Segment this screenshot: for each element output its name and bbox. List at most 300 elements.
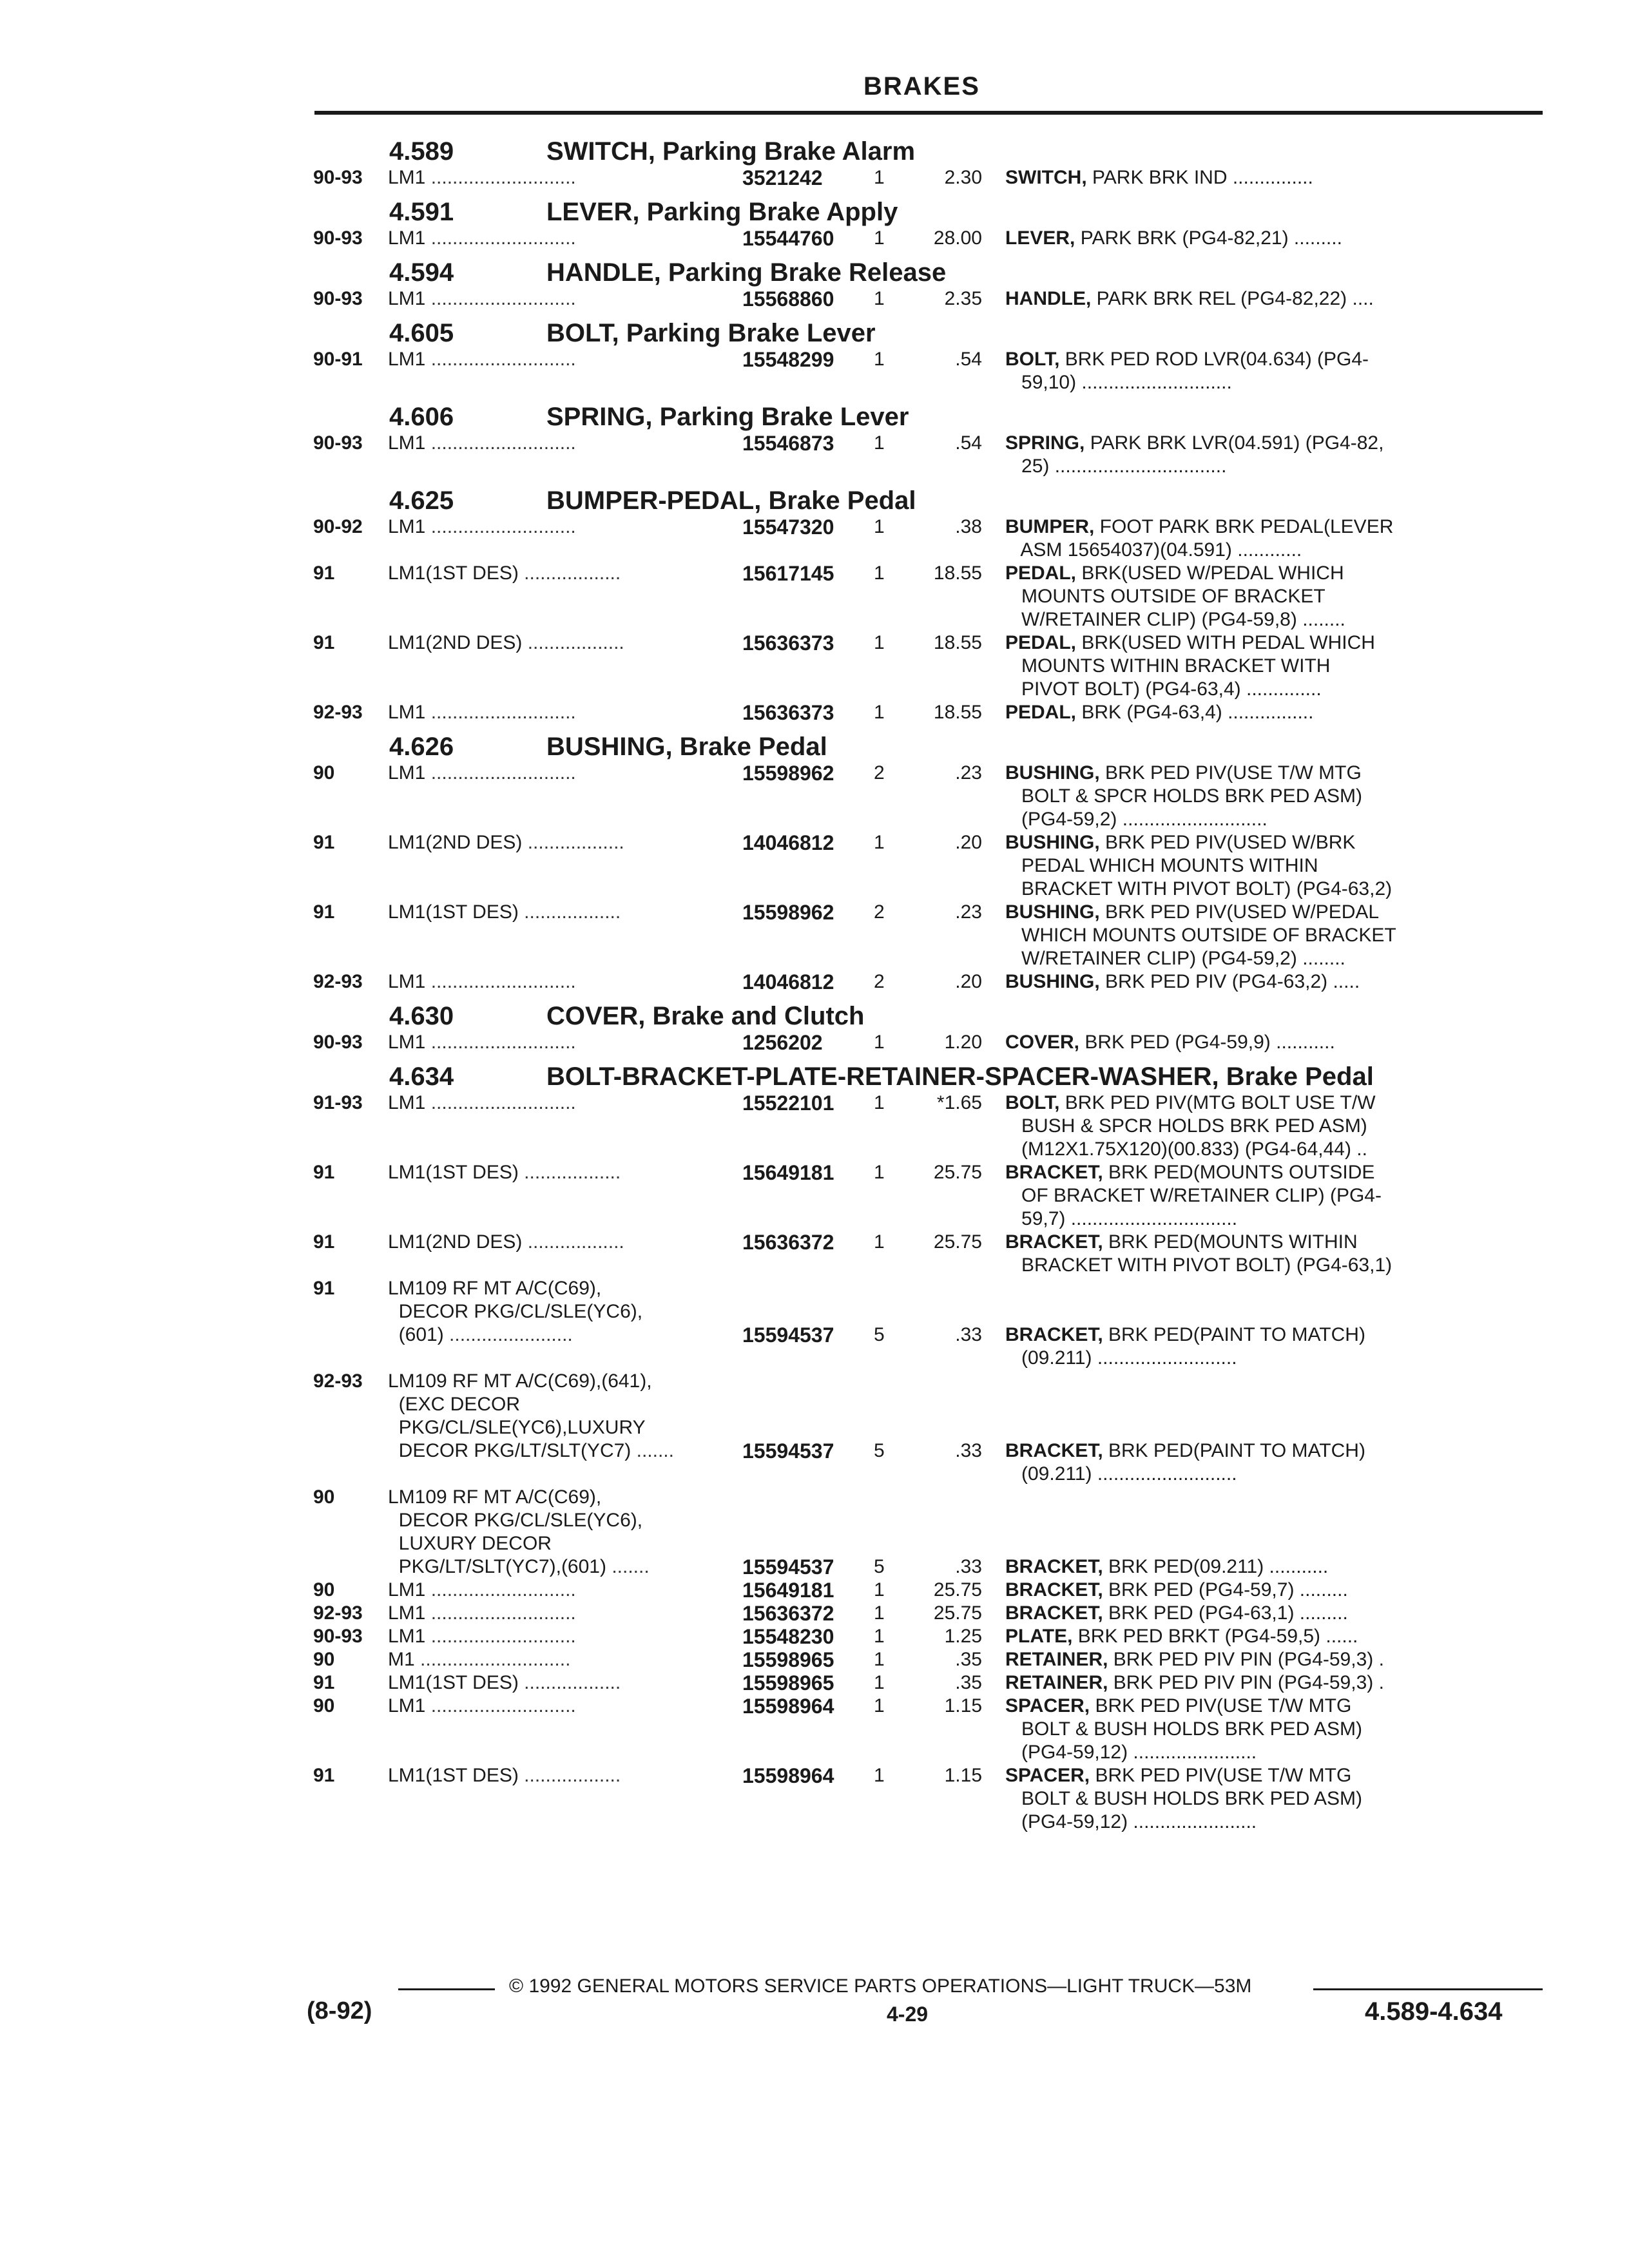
description-line: PARK BRK REL (PG4-82,22) .... [1091, 288, 1374, 309]
section-heading [0, 397, 1629, 432]
part-name: SPACER, [1005, 1765, 1090, 1786]
part-number: 15547320 [742, 515, 834, 539]
part-description [1005, 1031, 1469, 1054]
model-code [388, 166, 742, 189]
part-row [0, 1764, 1629, 1834]
leader-dots: ........................... [425, 432, 576, 454]
part-name: RETAINER, [1005, 1672, 1108, 1693]
part-description [1005, 1439, 1469, 1486]
part-description [1005, 1323, 1469, 1370]
part-number: 15594537 [742, 1555, 834, 1579]
model-years: 90-93 [313, 227, 363, 249]
part-number: 3521242 [742, 166, 823, 189]
part-name: SPACER, [1005, 1695, 1090, 1716]
section-title: SPRING, Parking Brake Lever [546, 403, 909, 431]
model-years: 90 [313, 762, 335, 783]
part-row [0, 762, 1629, 831]
model-years: 91 [313, 1672, 335, 1693]
part-description [1005, 1671, 1469, 1695]
part-description [1005, 1161, 1469, 1231]
part-description [1005, 1695, 1469, 1764]
leader-dots: ........................... [425, 227, 576, 249]
model-line: LM1 [388, 432, 426, 454]
leader-dots: ............................ [414, 1649, 571, 1670]
quantity: 1 [874, 516, 885, 537]
price: 25.75 [933, 1579, 982, 1600]
model-line: LM1 [388, 516, 426, 537]
leader-dots: .................. [522, 832, 624, 853]
description-line: FOOT PARK BRK PEDAL(LEVER [1094, 516, 1394, 537]
model-line: DECOR PKG/CL/SLE(YC6), [388, 1510, 643, 1531]
parts-list [0, 129, 1629, 1834]
part-name: BOLT, [1005, 1092, 1060, 1113]
part-number: 15598962 [742, 762, 834, 785]
part-row [0, 1579, 1629, 1602]
model-code [388, 348, 742, 371]
leader-dots: ........................... [425, 1032, 576, 1053]
part-name: COVER, [1005, 1032, 1080, 1053]
header-divider [314, 111, 1543, 115]
part-description [1005, 166, 1469, 189]
part-number: 15546873 [742, 432, 834, 455]
leader-dots: ........................... [425, 1579, 576, 1600]
part-row [0, 631, 1629, 701]
model-code [388, 1764, 742, 1787]
price: 18.55 [933, 702, 982, 723]
model-years: 92-93 [313, 1602, 363, 1624]
quantity: 1 [874, 167, 885, 188]
section-heading [0, 313, 1629, 348]
model-years: 91 [313, 1162, 335, 1183]
description-line: BRK(USED WITH PEDAL WHICH [1076, 632, 1375, 653]
description-line: 25) ................................ [1005, 456, 1227, 477]
price: *1.65 [936, 1092, 982, 1113]
model-code [388, 1671, 742, 1695]
quantity: 2 [874, 971, 885, 992]
part-number: 15649181 [742, 1161, 834, 1184]
quantity: 1 [874, 1231, 885, 1253]
part-name: BRACKET, [1005, 1579, 1103, 1600]
part-row [0, 1031, 1629, 1054]
leader-dots: ........................... [425, 1602, 576, 1624]
page-number: 4-29 [887, 2003, 929, 2026]
model-line: LM1 [388, 167, 426, 188]
leader-dots: .................. [518, 1162, 621, 1183]
description-line: BRK PED (PG4-59,7) ......... [1103, 1579, 1348, 1600]
price: .20 [955, 832, 982, 853]
model-years: 91 [313, 632, 335, 653]
leader-dots: ........................... [425, 1695, 576, 1716]
model-line: LM1(1ST DES) [388, 901, 519, 923]
quantity: 1 [874, 632, 885, 653]
part-description [1005, 701, 1469, 724]
description-line: MOUNTS OUTSIDE OF BRACKET [1005, 586, 1325, 607]
part-description [1005, 562, 1469, 631]
section-title: HANDLE, Parking Brake Release [546, 258, 947, 287]
leader-dots: ........................... [425, 702, 576, 723]
model-line: LM1(2ND DES) [388, 632, 523, 653]
price: .33 [955, 1440, 982, 1461]
section-number: 4.589 [389, 137, 454, 166]
quantity: 1 [874, 702, 885, 723]
part-number: 15598962 [742, 901, 834, 924]
model-line: LM1 [388, 971, 426, 992]
model-code [388, 287, 742, 311]
model-code [388, 1031, 742, 1054]
part-row [0, 348, 1629, 394]
part-name: PLATE, [1005, 1626, 1073, 1647]
model-code [388, 762, 742, 785]
model-years: 91 [313, 1278, 335, 1299]
model-line: M1 [388, 1649, 415, 1670]
description-line: PARK BRK IND ............... [1086, 167, 1313, 188]
leader-dots: .................. [522, 1231, 624, 1253]
description-line: BRK PED(09.211) ........... [1103, 1556, 1329, 1577]
description-line: BRK PED(MOUNTS WITHIN [1103, 1231, 1358, 1253]
section-number: 4.634 [389, 1062, 454, 1091]
model-years: 91 [313, 901, 335, 923]
section-heading [0, 1057, 1629, 1091]
part-row [0, 1231, 1629, 1277]
leader-dots: ....... [631, 1440, 674, 1461]
description-line: 59,7) ............................... [1005, 1208, 1238, 1229]
footer-divider-left [398, 1988, 495, 1990]
section-number: 4.591 [389, 198, 454, 226]
part-row [0, 1091, 1629, 1161]
model-line: PKG/LT/SLT(YC7),(601) [388, 1556, 606, 1577]
part-name: BOLT, [1005, 349, 1060, 370]
description-line: (09.211) .......................... [1005, 1463, 1237, 1485]
part-row [0, 1277, 1629, 1370]
description-line: PEDAL WHICH MOUNTS WITHIN [1005, 855, 1318, 876]
part-row [0, 831, 1629, 901]
model-years: 90-93 [313, 288, 363, 309]
part-row [0, 1625, 1629, 1648]
description-line: BRK PED PIV (PG4-63,2) ..... [1099, 971, 1360, 992]
part-description [1005, 1231, 1469, 1277]
part-description [1005, 1602, 1469, 1625]
leader-dots: ........................... [425, 349, 576, 370]
price: .54 [955, 432, 982, 454]
model-line: LM1(1ST DES) [388, 1765, 519, 1786]
model-years: 90-93 [313, 432, 363, 454]
section-number: 4.606 [389, 403, 454, 431]
part-description [1005, 1764, 1469, 1834]
description-line: BRK PED(PAINT TO MATCH) [1103, 1324, 1365, 1345]
part-name: BRACKET, [1005, 1231, 1103, 1253]
price: 25.75 [933, 1231, 982, 1253]
model-code [388, 831, 742, 854]
quantity: 1 [874, 1602, 885, 1624]
leader-dots: .................. [518, 562, 621, 584]
part-number: 15636373 [742, 701, 834, 724]
model-years: 92-93 [313, 702, 363, 723]
model-code [388, 562, 742, 585]
description-line: BOLT & BUSH HOLDS BRK PED ASM) [1005, 1718, 1363, 1740]
price: .33 [955, 1324, 982, 1345]
model-line: (EXC DECOR [388, 1394, 521, 1415]
part-name: LEVER, [1005, 227, 1075, 249]
part-number: 15594537 [742, 1439, 834, 1463]
part-row [0, 166, 1629, 189]
part-name: BRACKET, [1005, 1440, 1103, 1461]
model-years: 90 [313, 1695, 335, 1716]
quantity: 2 [874, 762, 885, 783]
price: .33 [955, 1556, 982, 1577]
part-row [0, 432, 1629, 478]
part-name: SPRING, [1005, 432, 1085, 454]
model-line: LM109 RF MT A/C(C69), [388, 1278, 602, 1299]
model-line: LM109 RF MT A/C(C69), [388, 1486, 602, 1508]
description-line: BRK PED PIV(MTG BOLT USE T/W [1059, 1092, 1376, 1113]
part-number: 14046812 [742, 831, 834, 854]
quantity: 2 [874, 901, 885, 923]
model-line: LM1 [388, 1032, 426, 1053]
part-row [0, 287, 1629, 311]
part-row [0, 1648, 1629, 1671]
part-number: 15594537 [742, 1323, 834, 1347]
model-code [388, 1648, 742, 1671]
section-title: BOLT, Parking Brake Lever [546, 319, 876, 347]
quantity: 1 [874, 432, 885, 454]
price: 18.55 [933, 562, 982, 584]
part-description [1005, 631, 1469, 701]
part-number: 15548299 [742, 348, 834, 371]
model-line: LM1 [388, 702, 426, 723]
model-code [388, 901, 742, 924]
model-years: 92-93 [313, 1370, 363, 1392]
leader-dots: ........................... [425, 971, 576, 992]
footer-date: (8-92) [307, 1997, 372, 2024]
leader-dots: ........................... [425, 167, 576, 188]
price: .23 [955, 762, 982, 783]
description-line: BRK PED PIV(USED W/PEDAL [1099, 901, 1380, 923]
part-description [1005, 1091, 1469, 1161]
part-row [0, 1486, 1629, 1579]
section-number: 4.626 [389, 733, 454, 761]
part-name: BRACKET, [1005, 1324, 1103, 1345]
model-years: 90 [313, 1579, 335, 1600]
model-line: LM1 [388, 349, 426, 370]
description-line: BRACKET WITH PIVOT BOLT) (PG4-63,1) [1005, 1254, 1393, 1276]
model-line: LUXURY DECOR [388, 1533, 552, 1554]
part-row [0, 970, 1629, 994]
leader-dots: ........................... [425, 1626, 576, 1647]
price: 28.00 [933, 227, 982, 249]
description-line: BRACKET WITH PIVOT BOLT) (PG4-63,2) [1005, 878, 1393, 899]
model-code [388, 631, 742, 655]
description-line: BRK PED PIV(USE T/W MTG [1090, 1695, 1352, 1716]
quantity: 1 [874, 1765, 885, 1786]
model-years: 90 [313, 1486, 335, 1508]
quantity: 1 [874, 1695, 885, 1716]
part-name: BRACKET, [1005, 1162, 1103, 1183]
section-number: 4.605 [389, 319, 454, 347]
model-line: LM1(1ST DES) [388, 1672, 519, 1693]
part-number: 15649181 [742, 1579, 834, 1602]
part-name: PEDAL, [1005, 702, 1077, 723]
part-row [0, 1602, 1629, 1625]
section-title: BUMPER-PEDAL, Brake Pedal [546, 486, 916, 515]
description-line: BOLT & BUSH HOLDS BRK PED ASM) [1005, 1788, 1363, 1809]
section-heading [0, 131, 1629, 166]
part-name: BRACKET, [1005, 1602, 1103, 1624]
part-row [0, 701, 1629, 724]
quantity: 1 [874, 288, 885, 309]
description-line: (PG4-59,12) ....................... [1005, 1811, 1257, 1832]
model-years: 90-93 [313, 1626, 363, 1647]
part-name: SWITCH, [1005, 167, 1087, 188]
description-line: MOUNTS WITHIN BRACKET WITH [1005, 655, 1331, 677]
section-heading [0, 996, 1629, 1031]
description-line: PARK BRK (PG4-82,21) ......... [1075, 227, 1342, 249]
part-number: 15598964 [742, 1695, 834, 1718]
model-line: (601) [388, 1324, 444, 1345]
part-number: 15636372 [742, 1231, 834, 1254]
part-description [1005, 1579, 1469, 1602]
section-heading [0, 481, 1629, 515]
part-description [1005, 515, 1469, 562]
model-code [388, 1625, 742, 1648]
price: .23 [955, 901, 982, 923]
section-title: BUSHING, Brake Pedal [546, 733, 827, 761]
part-description [1005, 287, 1469, 311]
price: .54 [955, 349, 982, 370]
price: .20 [955, 971, 982, 992]
quantity: 1 [874, 1626, 885, 1647]
description-line: BUSH & SPCR HOLDS BRK PED ASM) [1005, 1115, 1367, 1137]
quantity: 1 [874, 349, 885, 370]
model-line: LM1 [388, 1579, 426, 1600]
model-line: LM1 [388, 288, 426, 309]
part-description [1005, 1555, 1469, 1579]
section-title: BOLT-BRACKET-PLATE-RETAINER-SPACER-WASHER, Brake Pedal [546, 1062, 1374, 1091]
model-years: 91 [313, 562, 335, 584]
quantity: 5 [874, 1324, 885, 1345]
part-row [0, 1161, 1629, 1231]
footer-copyright: © 1992 GENERAL MOTORS SERVICE PARTS OPERATIONS—LIGHT TRUCK—53M [509, 1975, 1252, 1997]
description-line: BRK PED BRKT (PG4-59,5) ...... [1072, 1626, 1358, 1647]
quantity: 1 [874, 1032, 885, 1053]
part-number: 15636373 [742, 631, 834, 655]
model-line: PKG/CL/SLE(YC6),LUXURY [388, 1417, 646, 1438]
quantity: 1 [874, 1092, 885, 1113]
part-row [0, 562, 1629, 631]
quantity: 1 [874, 227, 885, 249]
description-line: PARK BRK LVR(04.591) (PG4-82, [1084, 432, 1384, 454]
section-heading [0, 727, 1629, 762]
quantity: 1 [874, 1672, 885, 1693]
part-row [0, 1671, 1629, 1695]
part-name: BUSHING, [1005, 832, 1100, 853]
part-description [1005, 970, 1469, 994]
part-description [1005, 1625, 1469, 1648]
model-code [388, 1579, 742, 1602]
footer-divider-right [1313, 1988, 1543, 1990]
model-line: DECOR PKG/CL/SLE(YC6), [388, 1301, 643, 1322]
part-description [1005, 432, 1469, 478]
part-number: 15548230 [742, 1625, 834, 1648]
part-name: PEDAL, [1005, 562, 1077, 584]
description-line: (PG4-59,12) ....................... [1005, 1742, 1257, 1763]
price: .35 [955, 1672, 982, 1693]
page-title: BRAKES [863, 72, 980, 101]
model-code [388, 970, 742, 994]
price: 1.15 [944, 1695, 982, 1716]
quantity: 1 [874, 1162, 885, 1183]
price: 18.55 [933, 632, 982, 653]
quantity: 1 [874, 562, 885, 584]
leader-dots: ....................... [443, 1324, 573, 1345]
section-range: 4.589-4.634 [1365, 1997, 1503, 2026]
part-row [0, 515, 1629, 562]
description-line: BRK PED PIV(USE T/W MTG [1099, 762, 1362, 783]
part-description [1005, 762, 1469, 831]
part-number: 15568860 [742, 287, 834, 311]
description-line: (M12X1.75X120)(00.833) (PG4-64,44) .. [1005, 1139, 1367, 1160]
quantity: 1 [874, 832, 885, 853]
model-years: 91 [313, 1231, 335, 1253]
part-row [0, 901, 1629, 970]
section-heading [0, 192, 1629, 227]
price: 2.30 [944, 167, 982, 188]
leader-dots: .................. [518, 901, 621, 923]
part-description [1005, 901, 1469, 970]
description-line: BRK PED PIV(USE T/W MTG [1090, 1765, 1352, 1786]
part-name: BUSHING, [1005, 901, 1100, 923]
description-line: (09.211) .......................... [1005, 1347, 1237, 1369]
part-description [1005, 1648, 1469, 1671]
model-code [388, 1161, 742, 1184]
description-line: BRK(USED W/PEDAL WHICH [1076, 562, 1344, 584]
quantity: 1 [874, 1649, 885, 1670]
part-name: BUMPER, [1005, 516, 1095, 537]
part-number: 15636372 [742, 1602, 834, 1625]
leader-dots: ........................... [425, 516, 576, 537]
model-line: LM1(2ND DES) [388, 1231, 523, 1253]
leader-dots: ........................... [425, 1092, 576, 1113]
model-code [388, 1695, 742, 1718]
description-line: W/RETAINER CLIP) (PG4-59,2) ........ [1005, 948, 1345, 969]
section-number: 4.594 [389, 258, 454, 287]
model-line: LM1(2ND DES) [388, 832, 523, 853]
price: .38 [955, 516, 982, 537]
part-number: 15598965 [742, 1671, 834, 1695]
model-code [388, 1277, 742, 1347]
part-number: 14046812 [742, 970, 834, 994]
description-line: WHICH MOUNTS OUTSIDE OF BRACKET [1005, 925, 1396, 946]
description-line: BRK PED (PG4-59,9) ........... [1079, 1032, 1335, 1053]
leader-dots: ........................... [425, 762, 576, 783]
model-code [388, 1231, 742, 1254]
model-years: 91 [313, 1765, 335, 1786]
quantity: 5 [874, 1440, 885, 1461]
description-line: BRK (PG4-63,4) ................ [1076, 702, 1314, 723]
model-line: LM1 [388, 762, 426, 783]
part-name: BUSHING, [1005, 971, 1100, 992]
model-line: LM1(1ST DES) [388, 1162, 519, 1183]
description-line: ASM 15654037)(04.591) ............ [1005, 539, 1302, 561]
price: 1.15 [944, 1765, 982, 1786]
leader-dots: .................. [518, 1765, 621, 1786]
price: .35 [955, 1649, 982, 1670]
description-line: BOLT & SPCR HOLDS BRK PED ASM) [1005, 785, 1363, 807]
part-row [0, 227, 1629, 250]
part-name: RETAINER, [1005, 1649, 1108, 1670]
model-years: 90 [313, 1649, 335, 1670]
description-line: BRK PED ROD LVR(04.634) (PG4- [1059, 349, 1369, 370]
part-name: BRACKET, [1005, 1556, 1103, 1577]
